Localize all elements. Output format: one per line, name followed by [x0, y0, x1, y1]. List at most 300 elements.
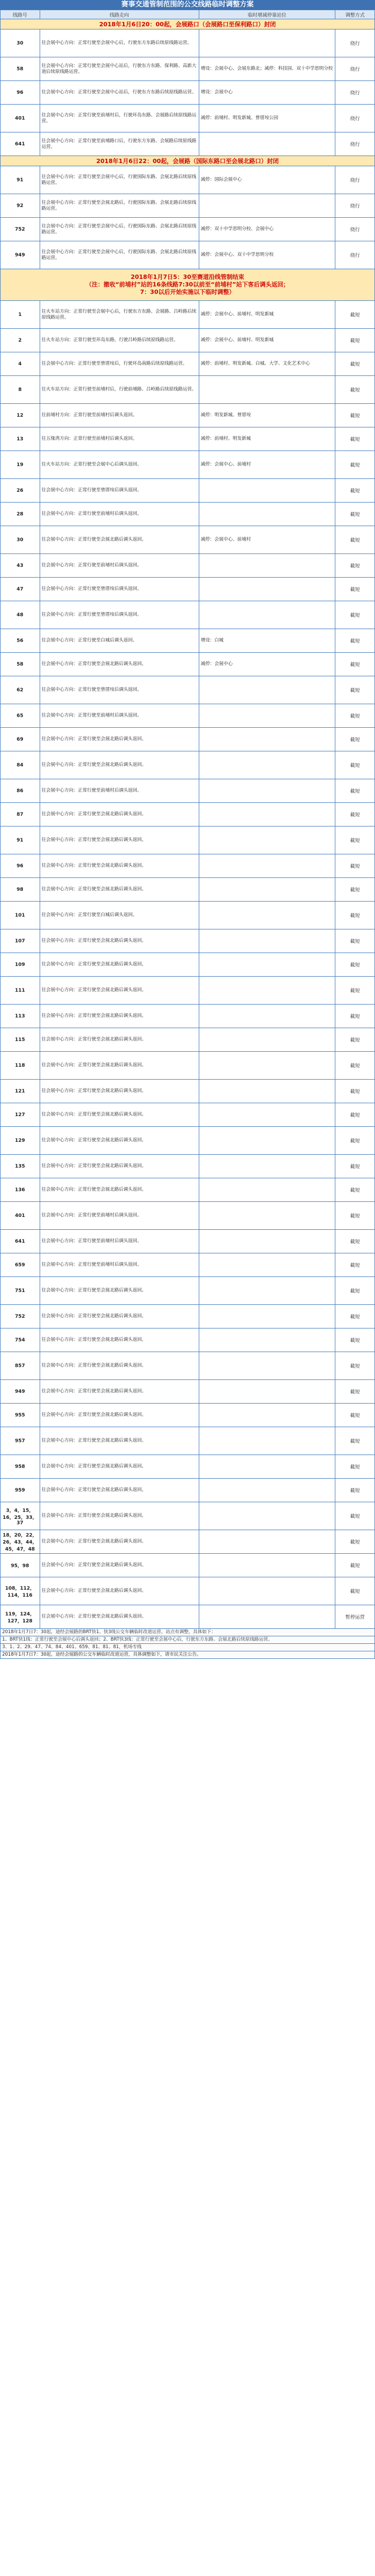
route-number: 115: [1, 1028, 40, 1052]
adjust-method: 截短: [335, 629, 375, 653]
route-direction: 往会展中心方向：正常行驶至会展北路后调头返回。: [40, 1502, 199, 1530]
route-direction: 往会展中心方向：正常行驶至会展北路后调头返回。: [40, 1277, 199, 1305]
route-number: 1: [1, 301, 40, 329]
table-row: [1, 629, 375, 653]
table-row: [1, 1328, 375, 1352]
route-direction: 往会展中心方向：正常行驶至会展北路后调头返回。: [40, 653, 199, 676]
table-row: [1, 1380, 375, 1404]
footer-text: 2018年1月7日7：30起，途经会展路的公交车辆临时改道运营，具体调整如下，请市民关注公告。: [1, 1651, 375, 1659]
route-number: 8: [1, 376, 40, 404]
stop-changes: [199, 479, 335, 503]
route-direction: 往前埔村方向：正常行驶至前埔村后调头返回。: [40, 404, 199, 427]
section-header-text: 2018年1月6日22：00起，会展路（国际东路口至会展北路口）封闭: [1, 156, 375, 166]
adjust-method: 截短: [335, 503, 375, 526]
route-direction: 往会展中心方向：正常行驶至会展北路后调头返回。: [40, 1404, 199, 1427]
stop-changes: 减停：会展中心、前埔村: [199, 526, 335, 554]
adjust-method: 截短: [335, 751, 375, 779]
stop-changes: [199, 376, 335, 404]
table-row: [1, 1277, 375, 1305]
table-row: [1, 1427, 375, 1455]
adjust-method: 截短: [335, 1352, 375, 1380]
route-direction: 往会展中心方向：正常行驶至会展北路后调头返回。: [40, 1352, 199, 1380]
stop-changes: [199, 1427, 335, 1455]
route-number: 955: [1, 1404, 40, 1427]
route-direction: 往会展中心方向：正常行驶至会展北路后调头返回。: [40, 1530, 199, 1554]
stop-changes: [199, 1554, 335, 1577]
stop-changes: [199, 194, 335, 218]
route-direction: 往会展中心方向：正常行驶至会展北路后调头返回。: [40, 1328, 199, 1352]
adjust-method: 截短: [335, 779, 375, 803]
stop-changes: [199, 1005, 335, 1028]
route-number: 26: [1, 479, 40, 503]
route-direction: 往会展中心方向：正常行驶至前埔村后调头返回。: [40, 554, 199, 578]
footnote-row: [1, 1636, 375, 1644]
table-row: [1, 1455, 375, 1479]
adjust-method: 截短: [335, 1455, 375, 1479]
route-direction: 往会展中心方向：正常行驶至会展北路后调头返回。: [40, 1305, 199, 1328]
footnote-row: [1, 1644, 375, 1651]
table-row: [1, 218, 375, 241]
route-number: 91: [1, 826, 40, 854]
adjust-method: 截短: [335, 1028, 375, 1052]
adjust-method: 截短: [335, 427, 375, 451]
route-number: 949: [1, 241, 40, 269]
table-row: [1, 1253, 375, 1277]
table-row: [1, 352, 375, 376]
adjust-method: 截短: [335, 1253, 375, 1277]
route-number: 857: [1, 1352, 40, 1380]
stop-changes: [199, 779, 335, 803]
route-number: 62: [1, 676, 40, 704]
table-row: [1, 329, 375, 352]
footnote-row: [1, 1629, 375, 1636]
adjust-method: 暂停运营: [335, 1605, 375, 1629]
route-direction: 往会展中心方向：正常行驶至会展北路后调头返回。: [40, 803, 199, 826]
route-number: 3，4，15，16，25，33，37: [1, 1502, 40, 1530]
route-number: 752: [1, 218, 40, 241]
stop-changes: [199, 953, 335, 977]
adjust-method: 截短: [335, 803, 375, 826]
adjust-method: 截短: [335, 578, 375, 601]
route-number: 2: [1, 329, 40, 352]
adjust-method: 截短: [335, 1328, 375, 1352]
col-method: 调整方式: [335, 10, 375, 19]
adjust-method: 绕行: [335, 57, 375, 81]
table-row: [1, 803, 375, 826]
adjust-method: 截短: [335, 1155, 375, 1178]
route-direction: 往会展中心方向：正常行驶至会展中心后，行驶国际东路、会展北路后续原线路运营。: [40, 218, 199, 241]
stop-changes: 减停：会展中心、双十中学思明分校: [199, 241, 335, 269]
table-row: [1, 166, 375, 194]
adjust-method: 截短: [335, 404, 375, 427]
route-number: 959: [1, 1479, 40, 1502]
col-stops: 临时增减停靠站位: [199, 10, 335, 19]
route-direction: 往会展中心方向：正常行驶至会展北路后调头返回。: [40, 1005, 199, 1028]
table-row: [1, 1202, 375, 1230]
route-number: 4: [1, 352, 40, 376]
table-header-row: [1, 10, 375, 19]
route-number: 28: [1, 503, 40, 526]
table-row: [1, 1479, 375, 1502]
route-number: 101: [1, 902, 40, 929]
section-header-line: 7：30以后开始实施以下临时调整）: [140, 289, 235, 296]
route-direction: 往会展中心方向：正常行驶至会展中心后，行驶国际东路、会展北路后续原线路运营。: [40, 166, 199, 194]
stop-changes: 增设：会展中心: [199, 81, 335, 105]
adjust-method: 截短: [335, 826, 375, 854]
stop-changes: 减停：双十中学思明分校、会展中心: [199, 218, 335, 241]
stop-changes: 减停：前埔村、明发新城、曾厝垵公园: [199, 105, 335, 132]
adjust-method: 绕行: [335, 166, 375, 194]
adjust-method: 截短: [335, 1052, 375, 1080]
table-row: [1, 1052, 375, 1080]
stop-changes: [199, 578, 335, 601]
route-direction: 往五缘湾方向：正常行驶至前埔村后调头返回。: [40, 427, 199, 451]
table-row: [1, 479, 375, 503]
adjust-method: 绕行: [335, 218, 375, 241]
stop-changes: [199, 751, 335, 779]
adjust-method: 截短: [335, 1554, 375, 1577]
table-row: [1, 878, 375, 902]
stop-changes: [199, 601, 335, 629]
route-direction: 往会展中心方向：正常行驶至会展北路后调头返回。: [40, 728, 199, 751]
route-direction: 往会展中心方向：正常行驶至会展北路后调头返回。: [40, 1427, 199, 1455]
route-number: 96: [1, 854, 40, 878]
route-number: 659: [1, 1253, 40, 1277]
route-direction: 往会展中心方向：正常行驶至曾厝垵后调头返回。: [40, 479, 199, 503]
route-number: 47: [1, 578, 40, 601]
table-row: [1, 526, 375, 554]
footnote-text: 2018年1月7日7：30起，途经会展路的BRT快1、快3线公交车辆临时改道运营，站点有调整，具体如下：: [1, 1629, 375, 1636]
table-row: [1, 1127, 375, 1155]
route-direction: 往会展中心方向：正常行驶至白城后调头返回。: [40, 902, 199, 929]
route-direction: 往会展中心方向：正常行驶至前埔村后调头返回。: [40, 1253, 199, 1277]
route-direction: 往会展中心方向：正常行驶至前埔村后调头返回。: [40, 779, 199, 803]
stop-changes: [199, 803, 335, 826]
table-row: [1, 854, 375, 878]
table-row: [1, 1554, 375, 1577]
stop-changes: [199, 1530, 335, 1554]
route-direction: 往火车站方向：正常行驶至前埔村后，行驶前埔路、吕岭路后续原线路运营。: [40, 376, 199, 404]
stop-changes: [199, 1502, 335, 1530]
adjust-method: 截短: [335, 1005, 375, 1028]
adjust-method: 绕行: [335, 241, 375, 269]
section-header-text: 2018年1月6日20：00起，会展路口（会展路口至保利路口）封闭: [1, 19, 375, 29]
stop-changes: 减停：会展中心、前埔村、明发新城: [199, 301, 335, 329]
route-number: 98: [1, 878, 40, 902]
route-number: 65: [1, 704, 40, 728]
route-number: 958: [1, 1455, 40, 1479]
route-direction: 往火车站方向：正常行驶至会展中心后调头返回。: [40, 451, 199, 479]
route-direction: 往会展中心方向：正常行驶至曾厝垵后调头返回。: [40, 676, 199, 704]
adjust-method: 截短: [335, 854, 375, 878]
route-number: 84: [1, 751, 40, 779]
stop-changes: 增设：会展中心、会展东路北；减停：科技园、双十中学思明分校: [199, 57, 335, 81]
adjust-method: 截短: [335, 878, 375, 902]
section-header-text: [1, 269, 375, 301]
stop-changes: [199, 1352, 335, 1380]
stop-changes: 减停：前埔村、明发新城、白城、大学、文化艺术中心: [199, 352, 335, 376]
stop-changes: [199, 826, 335, 854]
stop-changes: [199, 29, 335, 57]
route-number: 91: [1, 166, 40, 194]
route-direction: 往会展中心方向：正常行驶至会展北路后调头返回。: [40, 878, 199, 902]
route-number: 58: [1, 653, 40, 676]
adjust-method: 截短: [335, 1502, 375, 1530]
stop-changes: [199, 1380, 335, 1404]
col-direction: 线路走向: [40, 10, 199, 19]
route-number: 107: [1, 929, 40, 953]
route-number: 127: [1, 1103, 40, 1127]
table-row: [1, 1530, 375, 1554]
adjust-method: 截短: [335, 451, 375, 479]
route-direction: 往会展中心方向：正常行驶至会展北路后调头返回。: [40, 1028, 199, 1052]
table-row: [1, 132, 375, 156]
route-number: 641: [1, 132, 40, 156]
route-direction: 往会展中心方向：正常行驶至会展北路后调头返回。: [40, 1080, 199, 1103]
stop-changes: [199, 1052, 335, 1080]
table-row: [1, 451, 375, 479]
adjust-method: 截短: [335, 329, 375, 352]
stop-changes: [199, 1103, 335, 1127]
route-number: 43: [1, 554, 40, 578]
route-direction: 往会展中心方向：正常行驶至曾厝垵后，行驶环岛南路后续原线路运营。: [40, 352, 199, 376]
route-direction: 往会展中心方向：正常行驶至前埔路口后，行驶东方东路、会展路后续原线路运营。: [40, 132, 199, 156]
adjust-method: 截短: [335, 554, 375, 578]
adjust-method: 截短: [335, 929, 375, 953]
stop-changes: [199, 1230, 335, 1253]
route-direction: 往会展中心方向：正常行驶至前埔村后调头返回。: [40, 503, 199, 526]
route-number: 113: [1, 1005, 40, 1028]
stop-changes: [199, 1202, 335, 1230]
table-row: [1, 29, 375, 57]
route-number: 751: [1, 1277, 40, 1305]
stop-changes: [199, 902, 335, 929]
stop-changes: [199, 132, 335, 156]
section-header: [1, 156, 375, 166]
adjust-method: 截短: [335, 977, 375, 1005]
route-number: 949: [1, 1380, 40, 1404]
route-direction: 往会展中心方向：正常行驶至会展北路后调头返回。: [40, 1577, 199, 1605]
stop-changes: [199, 704, 335, 728]
route-number: 12: [1, 404, 40, 427]
adjust-method: 截短: [335, 1230, 375, 1253]
page-title: 赛事交通管制范围的公交线路临时调整方案: [0, 0, 375, 10]
table-row: [1, 241, 375, 269]
route-number: 401: [1, 105, 40, 132]
stop-changes: [199, 1127, 335, 1155]
table-row: [1, 301, 375, 329]
table-row: [1, 1080, 375, 1103]
table-row: [1, 977, 375, 1005]
footnote-text: 3、1、2、29、47、74、84、401、659、81、81、81，机场专线: [1, 1644, 375, 1651]
table-row: [1, 779, 375, 803]
stop-changes: [199, 929, 335, 953]
table-row: [1, 1404, 375, 1427]
route-number: 48: [1, 601, 40, 629]
stop-changes: 减停：会展中心、前埔村: [199, 451, 335, 479]
route-direction: 往会展中心方向：正常行驶至会展北路后，行驶国际东路、会展北路后续原线路运营。: [40, 194, 199, 218]
adjust-method: 截短: [335, 1404, 375, 1427]
stop-changes: 减停：明发新城、曾厝垵: [199, 404, 335, 427]
adjustment-table: [0, 10, 375, 1659]
route-direction: 往会展中心方向：正常行驶至会展中心后，行驶国际东路、会展北路后续原线路运营。: [40, 241, 199, 269]
adjust-method: 截短: [335, 902, 375, 929]
table-row: [1, 1230, 375, 1253]
route-direction: 往会展中心方向：正常行驶至会展北路后调头返回。: [40, 1127, 199, 1155]
adjust-method: 截短: [335, 526, 375, 554]
table-row: [1, 953, 375, 977]
footer-row: [1, 1651, 375, 1659]
stop-changes: 减停：国际会展中心: [199, 166, 335, 194]
adjust-method: 截短: [335, 1080, 375, 1103]
route-number: 135: [1, 1155, 40, 1178]
adjust-method: 截短: [335, 1178, 375, 1202]
table-row: [1, 194, 375, 218]
route-direction: 往会展中心方向：正常行驶至会展北路后调头返回。: [40, 1554, 199, 1577]
route-direction: 往会展中心方向：正常行驶至会展中心站后，行驶东方东路、保利路、高新大道后续原线路运营。: [40, 57, 199, 81]
stop-changes: 减停：会展中心、前埔村、明发新城: [199, 329, 335, 352]
adjust-method: 截短: [335, 352, 375, 376]
route-number: 641: [1, 1230, 40, 1253]
route-direction: 往会展中心方向：正常行驶至会展北路后调头返回。: [40, 1052, 199, 1080]
table-row: [1, 676, 375, 704]
route-direction: 往会展中心方向：正常行驶至会展中心后，行驶东方东路后续原线路运营。: [40, 29, 199, 57]
adjust-method: 截短: [335, 1127, 375, 1155]
adjust-method: 绕行: [335, 29, 375, 57]
stop-changes: [199, 1328, 335, 1352]
table-row: [1, 1605, 375, 1629]
adjust-method: 截短: [335, 1277, 375, 1305]
stop-changes: [199, 1080, 335, 1103]
table-row: [1, 105, 375, 132]
table-row: [1, 902, 375, 929]
table-row: [1, 503, 375, 526]
stop-changes: [199, 1305, 335, 1328]
table-row: [1, 751, 375, 779]
route-number: 129: [1, 1127, 40, 1155]
route-number: 108，112，114，116: [1, 1577, 40, 1605]
table-row: [1, 728, 375, 751]
table-row: [1, 1028, 375, 1052]
adjust-method: 截短: [335, 704, 375, 728]
route-number: 30: [1, 29, 40, 57]
stop-changes: [199, 554, 335, 578]
stop-changes: [199, 854, 335, 878]
route-number: 56: [1, 629, 40, 653]
route-number: 30: [1, 526, 40, 554]
section-header-line: （注：撤收“前埔村”站的16条线路7:30以前至“前埔村”站下客后调头返回；: [86, 281, 289, 288]
adjust-method: 截短: [335, 1202, 375, 1230]
route-direction: 往火车站方向：正常行驶至会展中心后，行驶东方东路、会展路、吕岭路后续原线路运营。: [40, 301, 199, 329]
route-direction: 往会展中心方向：正常行驶至会展北路后调头返回。: [40, 1380, 199, 1404]
route-direction: 往会展中心方向：正常行驶至会展北路后调头返回。: [40, 929, 199, 953]
table-row: [1, 1178, 375, 1202]
route-number: 121: [1, 1080, 40, 1103]
adjust-method: 截短: [335, 601, 375, 629]
route-direction: 往会展中心方向：正常行驶至前埔村后调头返回。: [40, 1202, 199, 1230]
table-body: [1, 19, 375, 1659]
adjust-method: 绕行: [335, 194, 375, 218]
route-number: 136: [1, 1178, 40, 1202]
route-direction: 往会展中心方向：正常行驶至会展北路后调头返回。: [40, 826, 199, 854]
stop-changes: [199, 1605, 335, 1629]
stop-changes: [199, 1155, 335, 1178]
route-number: 754: [1, 1328, 40, 1352]
table-row: [1, 57, 375, 81]
route-direction: 往会展中心方向：正常行驶至会展北路后调头返回。: [40, 751, 199, 779]
section-header-big: [1, 269, 375, 301]
stop-changes: [199, 503, 335, 526]
route-direction: 往会展中心方向：正常行驶至会展北路后调头返回。: [40, 1455, 199, 1479]
table-row: [1, 1103, 375, 1127]
table-row: [1, 826, 375, 854]
table-row: [1, 1155, 375, 1178]
col-route: 线路号: [1, 10, 40, 19]
adjust-method: 截短: [335, 1530, 375, 1554]
adjust-method: 截短: [335, 676, 375, 704]
route-direction: 往会展中心方向：正常行驶至前埔村后调头返回。: [40, 704, 199, 728]
adjust-method: 绕行: [335, 132, 375, 156]
stop-changes: [199, 1404, 335, 1427]
route-direction: 往会展中心方向：正常行驶至会展中心站后，行驶东方东路后续原线路运营。: [40, 81, 199, 105]
adjust-method: 截短: [335, 953, 375, 977]
stop-changes: [199, 1277, 335, 1305]
route-number: 957: [1, 1427, 40, 1455]
route-number: 752: [1, 1305, 40, 1328]
stop-changes: [199, 878, 335, 902]
adjust-method: 截短: [335, 1305, 375, 1328]
route-direction: 往会展中心方向：正常行驶至会展北路后调头返回。: [40, 1605, 199, 1629]
adjust-method: 截短: [335, 1479, 375, 1502]
table-row: [1, 1305, 375, 1328]
route-direction: 往会展中心方向：正常行驶至前埔村后调头返回。: [40, 1230, 199, 1253]
table-row: [1, 653, 375, 676]
stop-changes: [199, 977, 335, 1005]
adjust-method: 截短: [335, 653, 375, 676]
route-direction: 往会展中心方向：正常行驶至会展北路后调头返回。: [40, 953, 199, 977]
route-direction: 往会展中心方向：正常行驶至前埔村后，行驶环岛东路、会展路后续原线路运营。: [40, 105, 199, 132]
stop-changes: [199, 1455, 335, 1479]
section-header: [1, 19, 375, 29]
stop-changes: [199, 676, 335, 704]
table-row: [1, 1502, 375, 1530]
adjust-method: 截短: [335, 1380, 375, 1404]
adjust-method: 绕行: [335, 81, 375, 105]
adjust-method: 截短: [335, 1427, 375, 1455]
stop-changes: [199, 1253, 335, 1277]
adjust-method: 截短: [335, 301, 375, 329]
adjust-method: 截短: [335, 479, 375, 503]
route-direction: 往会展中心方向：正常行驶至曾厝垵后调头返回。: [40, 601, 199, 629]
table-row: [1, 376, 375, 404]
route-number: 95，98: [1, 1554, 40, 1577]
table-row: [1, 81, 375, 105]
route-number: 119，124，127，128: [1, 1605, 40, 1629]
route-number: 109: [1, 953, 40, 977]
route-number: 69: [1, 728, 40, 751]
stop-changes: 减停：会展中心: [199, 653, 335, 676]
table-row: [1, 704, 375, 728]
route-number: 19: [1, 451, 40, 479]
route-number: 118: [1, 1052, 40, 1080]
route-number: 87: [1, 803, 40, 826]
route-number: 86: [1, 779, 40, 803]
table-row: [1, 929, 375, 953]
stop-changes: [199, 728, 335, 751]
route-number: 111: [1, 977, 40, 1005]
table-row: [1, 1577, 375, 1605]
stop-changes: [199, 1028, 335, 1052]
